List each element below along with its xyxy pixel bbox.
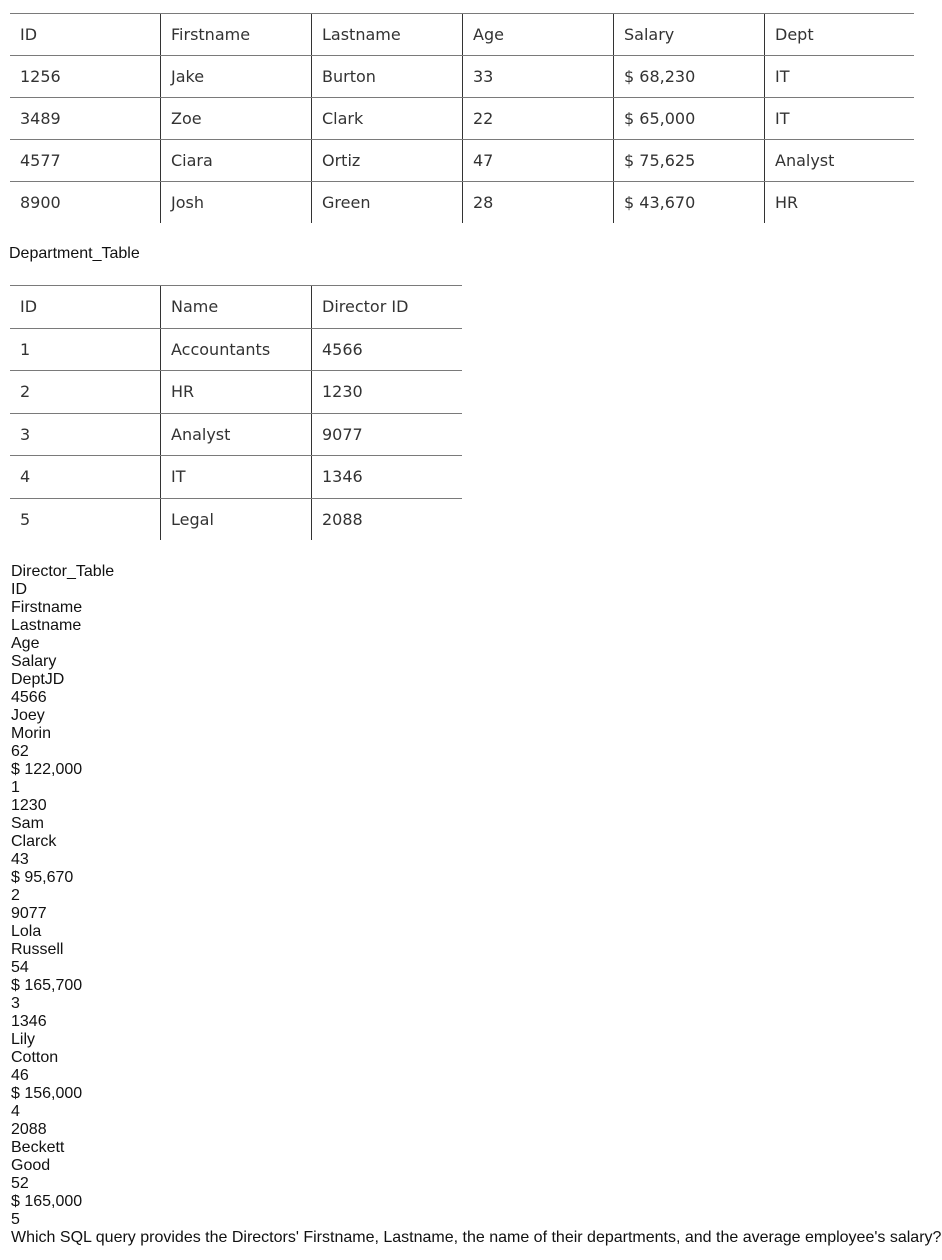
table-row: [10, 328, 462, 371]
table-cell: Green: [312, 182, 463, 224]
director-value: $ 122,000: [11, 761, 83, 778]
table-cell: 3: [10, 413, 161, 456]
director-value: Lola: [11, 923, 42, 940]
table-cell: 5: [20, 509, 31, 529]
director-value: Joey: [11, 707, 45, 724]
table-cell: Analyst: [161, 413, 312, 456]
director-value: 62: [11, 743, 29, 760]
director-value: $ 165,000: [11, 1193, 83, 1210]
header-cell: Firstname: [161, 14, 312, 56]
department-header-row: [10, 286, 462, 329]
table-row: [10, 371, 462, 414]
table-row: [10, 413, 462, 456]
table-cell: 8900: [20, 193, 61, 212]
director-value: 52: [11, 1175, 29, 1192]
director-value: Cotton: [11, 1049, 59, 1066]
header-cell: Director ID: [312, 286, 463, 329]
table-cell: 3489: [10, 98, 161, 140]
director-value: Good: [11, 1157, 51, 1174]
table-cell: 28: [463, 182, 614, 224]
director-value: $ 156,000: [11, 1085, 83, 1102]
table-cell: Josh: [161, 182, 312, 224]
question-text: Which SQL query provides the Directors' Firstname, Lastname, the name of their departments, and the average employee's salary?: [11, 1229, 942, 1246]
header-cell: Lastname: [312, 14, 463, 56]
table-cell: 2088: [312, 498, 463, 540]
director-value: 2: [11, 887, 20, 904]
table-cell: IT: [161, 456, 312, 499]
header-cell: ID: [10, 286, 161, 329]
table-cell: 22: [463, 98, 614, 140]
table-cell: Accountants: [161, 328, 312, 371]
director-header: Firstname: [11, 599, 83, 616]
employee-header-row: [10, 14, 914, 56]
table-row: [10, 182, 914, 224]
employee-table: [10, 13, 914, 223]
table-cell: Legal: [161, 498, 312, 540]
director-value: 2088: [11, 1121, 47, 1138]
director-header: DeptJD: [11, 671, 65, 688]
director-header: ID: [11, 581, 27, 598]
department-table-title: Department_Table: [9, 245, 140, 262]
table-row: [10, 456, 462, 499]
director-table-title: Director_Table: [11, 563, 115, 580]
director-value: Clarck: [11, 833, 57, 850]
table-cell: 4: [10, 456, 161, 499]
table-cell: Ortiz: [312, 140, 463, 182]
header-cell: Age: [463, 14, 614, 56]
table-cell: HR: [161, 371, 312, 414]
table-cell: IT: [765, 56, 915, 98]
table-cell: HR: [765, 182, 915, 224]
director-header: Salary: [11, 653, 57, 670]
table-cell: 1346: [312, 456, 463, 499]
director-value: $ 165,700: [11, 977, 83, 994]
director-value: 3: [11, 995, 20, 1012]
director-value: 1346: [11, 1013, 47, 1030]
table-cell: $ 68,230: [614, 56, 765, 98]
header-cell: Dept: [765, 14, 915, 56]
director-value: Sam: [11, 815, 44, 832]
header-cell: Salary: [614, 14, 765, 56]
table-cell: 33: [463, 56, 614, 98]
table-cell: $ 43,670: [614, 182, 765, 224]
table-cell: Burton: [312, 56, 463, 98]
table-cell: IT: [765, 98, 915, 140]
director-value: Russell: [11, 941, 64, 958]
department-table: [10, 285, 462, 540]
director-header: Age: [11, 635, 40, 652]
director-value: 4566: [11, 689, 47, 706]
table-cell: Zoe: [161, 98, 312, 140]
table-cell: 4577: [10, 140, 161, 182]
table-cell: Analyst: [765, 140, 915, 182]
header-cell: Name: [161, 286, 312, 329]
director-table-text: [11, 563, 114, 1229]
director-header: Lastname: [11, 617, 82, 634]
director-value: 1230: [11, 797, 47, 814]
director-value: 4: [11, 1103, 20, 1120]
table-cell: 1230: [312, 371, 463, 414]
director-value: $ 95,670: [11, 869, 74, 886]
director-value: 43: [11, 851, 29, 868]
table-cell: 9077: [312, 413, 463, 456]
director-value: Beckett: [11, 1139, 65, 1156]
table-row: [10, 140, 914, 182]
director-value: Lily: [11, 1031, 36, 1048]
director-value: 54: [11, 959, 29, 976]
table-cell: $ 75,625: [614, 140, 765, 182]
director-value: 5: [11, 1211, 20, 1228]
table-row: [10, 98, 914, 140]
table-cell: 1256: [10, 56, 161, 98]
table-cell: 1: [10, 328, 161, 371]
table-cell: 2: [10, 371, 161, 414]
table-cell: 4566: [312, 328, 463, 371]
director-value: Morin: [11, 725, 52, 742]
director-value: 9077: [11, 905, 47, 922]
table-cell: $ 65,000: [614, 98, 765, 140]
table-cell: Ciara: [161, 140, 312, 182]
director-value: 46: [11, 1067, 29, 1084]
table-cell: Clark: [312, 98, 463, 140]
director-value: 1: [11, 779, 20, 796]
header-cell: ID: [10, 14, 161, 56]
table-cell: 47: [463, 140, 614, 182]
table-row: [10, 498, 462, 540]
table-cell: Jake: [161, 56, 312, 98]
table-row: [10, 56, 914, 98]
